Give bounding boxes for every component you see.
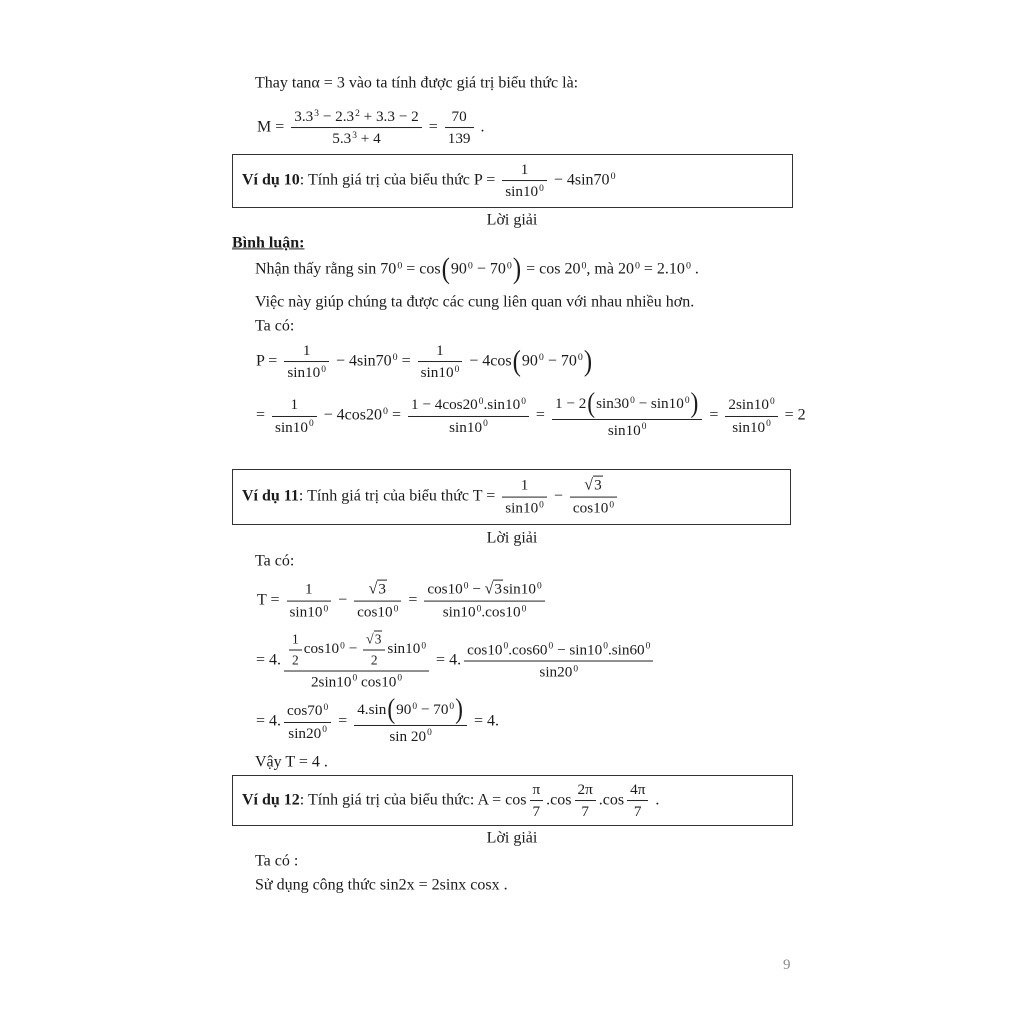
math-text: M = (257, 118, 289, 136)
math-text: .sin60 (607, 641, 645, 659)
superscript: 0 (483, 419, 488, 430)
page-number: 9 (783, 957, 791, 973)
math-text: . (476, 118, 485, 136)
math-text: − 70 (543, 352, 577, 370)
math-text: .cos (546, 791, 572, 809)
math-text: 1 (436, 342, 444, 360)
radicand: 3 (378, 580, 386, 598)
fraction (284, 342, 329, 382)
math-text: = 4. (432, 651, 462, 669)
fraction (627, 781, 648, 821)
numerator (575, 781, 596, 800)
denominator (502, 497, 547, 517)
denominator (287, 601, 332, 621)
math-text: − (344, 640, 362, 658)
superscript: 0 (323, 604, 329, 615)
numerator (530, 781, 544, 800)
superscript: 0 (308, 419, 314, 430)
example-10-statement (242, 161, 616, 201)
denominator (354, 601, 401, 621)
denominator (627, 800, 648, 820)
denominator (418, 362, 463, 382)
superscript: 0 (685, 260, 691, 272)
fraction (363, 632, 385, 669)
math-text: 1 − 4cos20 (411, 396, 478, 414)
numerator (464, 641, 653, 660)
math-text: , mà 20 (586, 260, 634, 278)
math-text: 2sin10 (310, 673, 352, 691)
math-text: sin 20 (389, 727, 427, 745)
superscript: 0 (463, 581, 469, 592)
math-text: sin30 (596, 395, 630, 413)
numerator (284, 702, 331, 721)
math-text: T = (257, 591, 284, 609)
math-text: 1 (292, 631, 299, 647)
superscript: 0 (503, 641, 509, 652)
math-text: − 70 (472, 260, 506, 278)
numerator (518, 477, 532, 496)
fraction (354, 581, 401, 622)
math-text: sin20 (288, 724, 322, 742)
math-text: = 2 (780, 406, 806, 424)
ta-co-line: Ta có : (255, 852, 299, 870)
math-text: − (549, 487, 567, 505)
denominator (424, 601, 544, 621)
fraction (502, 161, 547, 201)
example-11-box (232, 469, 791, 525)
square-root (485, 580, 503, 598)
superscript: 0 (610, 171, 616, 183)
numerator (300, 342, 314, 361)
math-text: 2 (292, 652, 299, 668)
superscript: 0 (641, 422, 647, 433)
fraction (424, 581, 544, 622)
superscript: 0 (536, 581, 542, 592)
fraction (552, 388, 702, 439)
radicand: 3 (494, 580, 503, 598)
fraction (284, 702, 331, 742)
denominator (284, 362, 329, 382)
superscript: 0 (603, 641, 608, 652)
math-text: Nhận thấy rằng sin 70 (255, 260, 397, 278)
numerator (288, 396, 302, 415)
math-text: cos10 (357, 603, 393, 621)
example-label: Ví dụ 10 (242, 171, 300, 189)
bracket: ) (690, 388, 699, 420)
math-text: 1 − 2 (554, 395, 587, 413)
superscript: 0 (397, 260, 403, 272)
square-root (584, 476, 602, 494)
superscript: 0 (392, 352, 398, 364)
example-label: Ví dụ 12 (242, 791, 300, 809)
math-text: + 4 (356, 130, 381, 148)
math-text: 5.3 (332, 130, 352, 148)
math-text: . (651, 791, 660, 809)
math-text: 1 (520, 161, 529, 179)
math-text: 1 (290, 396, 299, 414)
superscript: 0 (352, 673, 358, 684)
math-text: 1 (520, 477, 529, 495)
numerator (725, 396, 777, 415)
math-text: : Tính giá trị của biểu thức P = (299, 171, 500, 189)
denominator (552, 419, 702, 439)
math-text: 90 (521, 352, 538, 370)
radical-sign: √ (484, 580, 494, 598)
superscript: 0 (340, 641, 345, 652)
math-text: cos10 (572, 499, 609, 517)
math-text: sin10 (289, 603, 323, 621)
numerator (424, 581, 544, 601)
math-text: .cos (598, 791, 625, 809)
superscript: 0 (478, 396, 484, 407)
math-text: − 70 (417, 701, 449, 719)
numerator (408, 396, 529, 415)
math-text: = (404, 591, 422, 609)
superscript: 0 (538, 352, 544, 364)
superscript: 3 (314, 108, 319, 119)
superscript: 0 (421, 641, 427, 652)
fraction (272, 396, 317, 436)
fraction (530, 781, 544, 821)
fraction (464, 641, 653, 681)
numerator (289, 632, 302, 649)
denominator (363, 650, 385, 668)
math-text: = 4. (256, 651, 282, 669)
math-text: 70 (451, 108, 467, 126)
math-text: : Tính giá trị của biểu thức T = (298, 487, 500, 505)
radical-sign: √ (368, 580, 378, 598)
math-text: = 2.10 (639, 260, 685, 278)
denominator (354, 725, 467, 745)
bracket: ( (587, 388, 596, 420)
denominator (284, 670, 429, 690)
math-text: = cos 20 (522, 260, 581, 278)
observation-line (255, 252, 699, 286)
formula-note-line: Sử dụng công thức sin2x = 2sinx cosx . (255, 876, 508, 894)
denominator (502, 181, 547, 201)
math-text: − 2.3 (318, 108, 355, 126)
fraction (445, 108, 474, 148)
example-11-solution-heading: Lời giải (486, 529, 538, 547)
superscript: 0 (573, 664, 579, 675)
bracket: ( (441, 252, 450, 286)
ta-co-line: Ta có: (255, 317, 295, 335)
denominator (725, 416, 777, 436)
math-text: sin10 (607, 421, 641, 439)
superscript: 0 (766, 419, 771, 430)
numerator (302, 581, 316, 600)
math-text: = (387, 406, 405, 424)
numerator (354, 694, 467, 726)
superscript: 0 (467, 260, 473, 272)
superscript: 3 (352, 131, 357, 142)
conclusion-line: Vậy T = 4 . (255, 753, 328, 771)
radical-sign: √ (366, 631, 374, 648)
math-text: P = (256, 352, 282, 370)
superscript: 0 (521, 396, 526, 407)
denominator (284, 722, 331, 742)
fraction (418, 342, 463, 382)
numerator (518, 161, 532, 180)
math-text: 2sin10 (728, 396, 769, 414)
superscript: 0 (476, 604, 482, 615)
math-text: − (468, 580, 485, 598)
superscript: 0 (630, 396, 635, 406)
bracket: ( (387, 694, 396, 726)
numerator (366, 581, 390, 601)
radical-sign: √ (584, 476, 594, 494)
bracket: ) (455, 694, 463, 726)
fraction (289, 632, 302, 668)
math-text: 90 (396, 701, 412, 719)
denominator (289, 649, 302, 667)
ta-co-line: Ta có: (255, 552, 295, 570)
denominator (291, 128, 421, 148)
math-text: 2π (577, 780, 593, 798)
superscript: 0 (581, 260, 587, 272)
bracket: ) (583, 344, 593, 378)
denominator (530, 800, 544, 820)
example-11-step-1 (257, 581, 548, 622)
math-text: sin10 (387, 640, 421, 658)
numerator (291, 108, 421, 127)
math-text: sin10 (275, 418, 308, 436)
superscript: 0 (412, 702, 418, 712)
math-text: = cos (402, 260, 441, 278)
math-text: 2 (370, 652, 378, 668)
math-text: 1 (302, 342, 311, 360)
math-text: 4.sin (357, 701, 387, 719)
numerator (627, 781, 648, 800)
example-12-box (232, 775, 793, 826)
intro-line: Thay tanα = 3 vào ta tính được giá trị biểu thức là: (255, 74, 579, 92)
math-text: .sin10 (483, 396, 521, 414)
math-text: − 4sin70 (549, 171, 610, 189)
denominator (575, 800, 596, 820)
superscript: 0 (323, 702, 329, 713)
formula-m (257, 108, 485, 148)
math-text: cos10 (467, 641, 503, 659)
superscript: 0 (321, 365, 326, 376)
math-text: = 4. (256, 712, 282, 730)
math-text: sin10 (505, 183, 539, 201)
superscript: 0 (769, 396, 775, 407)
math-text: 90 (450, 260, 467, 278)
superscript: 0 (609, 500, 615, 511)
math-text: sin10 (449, 418, 483, 436)
math-text: sin20 (539, 663, 573, 681)
math-text: 7 (581, 803, 589, 820)
math-text: − 4sin70 (331, 352, 392, 370)
numerator (552, 388, 702, 420)
math-text: sin10 (287, 364, 321, 382)
math-text: − sin10 (553, 641, 603, 659)
denominator (464, 660, 653, 680)
superscript: 0 (454, 365, 460, 376)
math-text: . (690, 260, 699, 278)
math-text: = (397, 352, 415, 370)
radicand: 3 (374, 631, 382, 647)
fraction (291, 108, 421, 148)
denominator (445, 128, 474, 148)
fraction (725, 396, 777, 436)
math-text: = (424, 118, 442, 136)
fraction (575, 781, 596, 821)
denominator (272, 416, 317, 436)
superscript: 0 (634, 260, 640, 272)
fraction (502, 477, 547, 517)
math-text: − 4cos (465, 352, 512, 370)
square-root (366, 632, 382, 647)
fraction (354, 694, 467, 745)
superscript: 0 (539, 184, 544, 195)
math-text: cos10 (427, 580, 463, 598)
numerator (581, 477, 605, 497)
example-10-box (232, 154, 793, 208)
fraction (408, 396, 529, 436)
math-text: + 3.3 − 2 (359, 108, 419, 126)
superscript: 0 (449, 702, 455, 712)
math-text: = 4. (469, 712, 499, 730)
math-text: 3.3 (294, 108, 314, 126)
math-text: = (705, 406, 723, 424)
bracket: ) (512, 252, 522, 286)
math-text: − 4cos20 (319, 406, 383, 424)
numerator (449, 108, 470, 127)
example-10-step-1 (256, 342, 593, 382)
example-10-solution-heading: Lời giải (486, 211, 538, 229)
fraction (287, 581, 332, 621)
denominator (570, 497, 617, 517)
superscript: 0 (393, 604, 399, 615)
note-line: Việc này giúp chúng ta được các cung liên quan với nhau nhiều hơn. (255, 293, 695, 311)
fraction (284, 632, 429, 691)
math-text: 1 (305, 581, 313, 599)
math-text: sin10 (732, 418, 766, 436)
math-text: = (256, 406, 270, 424)
denominator (408, 416, 529, 436)
math-text: sin10 (420, 364, 454, 382)
math-text: sin10 (442, 603, 476, 621)
math-text: − (334, 591, 352, 609)
math-text: − sin10 (634, 395, 684, 413)
math-text: 4π (630, 780, 646, 798)
math-text: .cos10 (481, 603, 521, 621)
superscript: 0 (645, 641, 651, 652)
superscript: 0 (397, 673, 403, 684)
math-text: sin10 (505, 499, 539, 517)
math-text: cos10 (303, 640, 340, 658)
math-text: 7 (532, 803, 541, 820)
superscript: 0 (521, 604, 527, 615)
superscript: 2 (355, 108, 360, 119)
example-10-step-2 (256, 388, 806, 439)
math-text: 139 (447, 130, 471, 148)
superscript: 0 (548, 641, 554, 652)
fraction (570, 477, 617, 518)
example-11-step-2 (256, 632, 656, 691)
square-root (369, 580, 387, 598)
superscript: 0 (684, 396, 690, 406)
radicand: 3 (594, 476, 602, 494)
example-12-statement (242, 781, 659, 821)
superscript: 0 (539, 500, 544, 511)
numerator (433, 342, 447, 361)
example-label: Ví dụ 11 (242, 487, 299, 505)
superscript: 0 (383, 406, 388, 418)
math-text: : Tính giá trị của biểu thức: A = cos (299, 791, 527, 809)
math-text: = (334, 712, 352, 730)
numerator (363, 632, 385, 650)
math-text: cos70 (287, 702, 323, 720)
numerator (284, 632, 429, 671)
superscript: 0 (427, 728, 432, 739)
math-text: cos10 (357, 673, 397, 691)
bracket: ( (512, 344, 521, 378)
superscript: 0 (577, 352, 583, 364)
superscript: 0 (506, 260, 512, 272)
superscript: 0 (322, 725, 327, 736)
math-text: π (532, 780, 541, 798)
commentary-heading: Bình luận: (232, 234, 305, 252)
math-text: 7 (633, 803, 642, 820)
example-11-statement (242, 477, 620, 518)
math-text: sin10 (503, 580, 536, 598)
example-12-solution-heading: Lời giải (486, 829, 538, 847)
example-11-step-3 (256, 694, 499, 745)
math-text: = (531, 406, 549, 424)
math-text: .cos60 (508, 641, 548, 659)
